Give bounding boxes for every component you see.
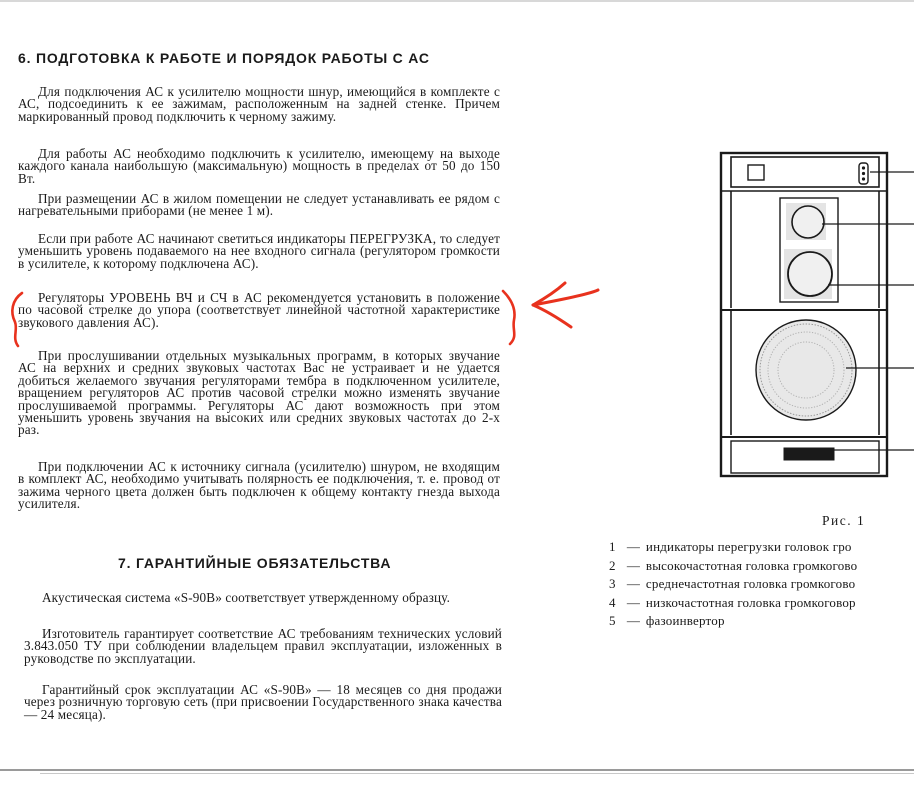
legend-item: 4 — низкочастотная головка громкоговор: [609, 594, 856, 610]
midrange-icon: [788, 252, 832, 296]
section-6-paragraph-1: Для подключения АС к усилителю мощности шнур, имеющийся в комплекте с АС, подсоединить к ее зажимам, расположенным на задней стенке. Причем маркированный провод подключить к черному зажиму.: [18, 84, 500, 124]
page-bottom-rule-secondary: [40, 773, 914, 774]
arrow-shaft: [533, 290, 598, 305]
figure-legend: [609, 538, 857, 631]
page-bottom-rule: [0, 769, 914, 771]
indicator-panel: [731, 157, 879, 187]
section-6-paragraph-3: При размещении АС в жилом помещении не следует устанавливать ее рядом с нагревательными приборами (не менее 1 м).: [18, 191, 500, 219]
section-6-paragraph-7: При подключении АС к источнику сигнала (усилителю) шнуром, не входящим в комплект АС, необходимо учитывать полярность ее подключения, т. е. провод от зажима черного цвета должен быть подключен к общему контакту гнезда выхода усилителя.: [18, 459, 500, 512]
speaker-cabinet: [721, 153, 887, 476]
section-6-heading: 6. ПОДГОТОВКА К РАБОТЕ И ПОРЯДОК РАБОТЫ С АС: [18, 50, 430, 66]
speaker-diagram: [718, 150, 914, 480]
section-6-paragraph-4: Если при работе АС начинают светиться индикаторы ПЕРЕГРУЗКА, то следует уменьшить уровень подаваемого на нее входного сигнала (регулятором громкости в усилителе, к которому подключена АС).: [18, 231, 500, 271]
section-6-paragraph-2: Для работы АС необходимо подключить к усилителю, имеющему на выходе каждого канала наибольшую (максимальную) мощность в пределах от 50 до 150 Вт.: [18, 146, 500, 186]
legend-item: 2 — высокочастотная головка громкогово: [609, 557, 858, 573]
bass-reflex-port-icon: [784, 448, 834, 460]
woofer-icon: [756, 320, 856, 420]
section-7-heading: 7. ГАРАНТИЙНЫЕ ОБЯЗАТЕЛЬСТВА: [118, 555, 392, 571]
tweeter-icon: [792, 206, 824, 238]
section-7-paragraph-1: Акустическая система «S-90В» соответствует утвержденному образцу.: [42, 590, 451, 605]
section-6-paragraph-5-highlighted: Регуляторы УРОВЕНЬ ВЧ и СЧ в АС рекомендуется установить в положение по часовой стрелке до упора (соответствует линейной частотной характеристике звукового давления АС).: [18, 290, 500, 330]
figure-caption: Рис. 1: [822, 513, 866, 528]
legend-item: 5 — фазоинвертор: [609, 613, 725, 628]
page-top-edge: [0, 0, 914, 2]
arrow-head: [533, 283, 571, 327]
right-bracket-mark: [503, 291, 515, 344]
section-7-paragraph-3: Гарантийный срок эксплуатации АС «S-90В» — 18 месяцев со дня продажи через розничную торговую сеть (при присвоении Государственного знака качества — 24 месяца).: [24, 682, 502, 722]
section-7-paragraph-2: Изготовитель гарантирует соответствие АС требованиям технических условий 3.843.050 ТУ при соблюдении владельцем правил эксплуатации, изложенных в руководстве по эксплуатации.: [24, 626, 502, 666]
legend-item: 1 — индикаторы перегрузки головок гро: [609, 539, 852, 554]
legend-item: 3 — среднечастотная головка громкогово: [609, 576, 856, 591]
section-6-paragraph-6: При прослушивании отдельных музыкальных программ, в которых звучание АС на верхних и средних звуковых частотах Вас не устраивает и не удается добиться желаемого звучания регуляторами тембра в подключенном усилителе, вращением регуляторов АС против часовой стрелки можно изменять звучание прослушиваемой программы. Регуляторы АС дают возможность при этом уменьшить уровень звучания на высоких или средних звуковых частотах до 2-х раз.: [18, 348, 500, 438]
indicator-square-icon: [748, 165, 764, 180]
